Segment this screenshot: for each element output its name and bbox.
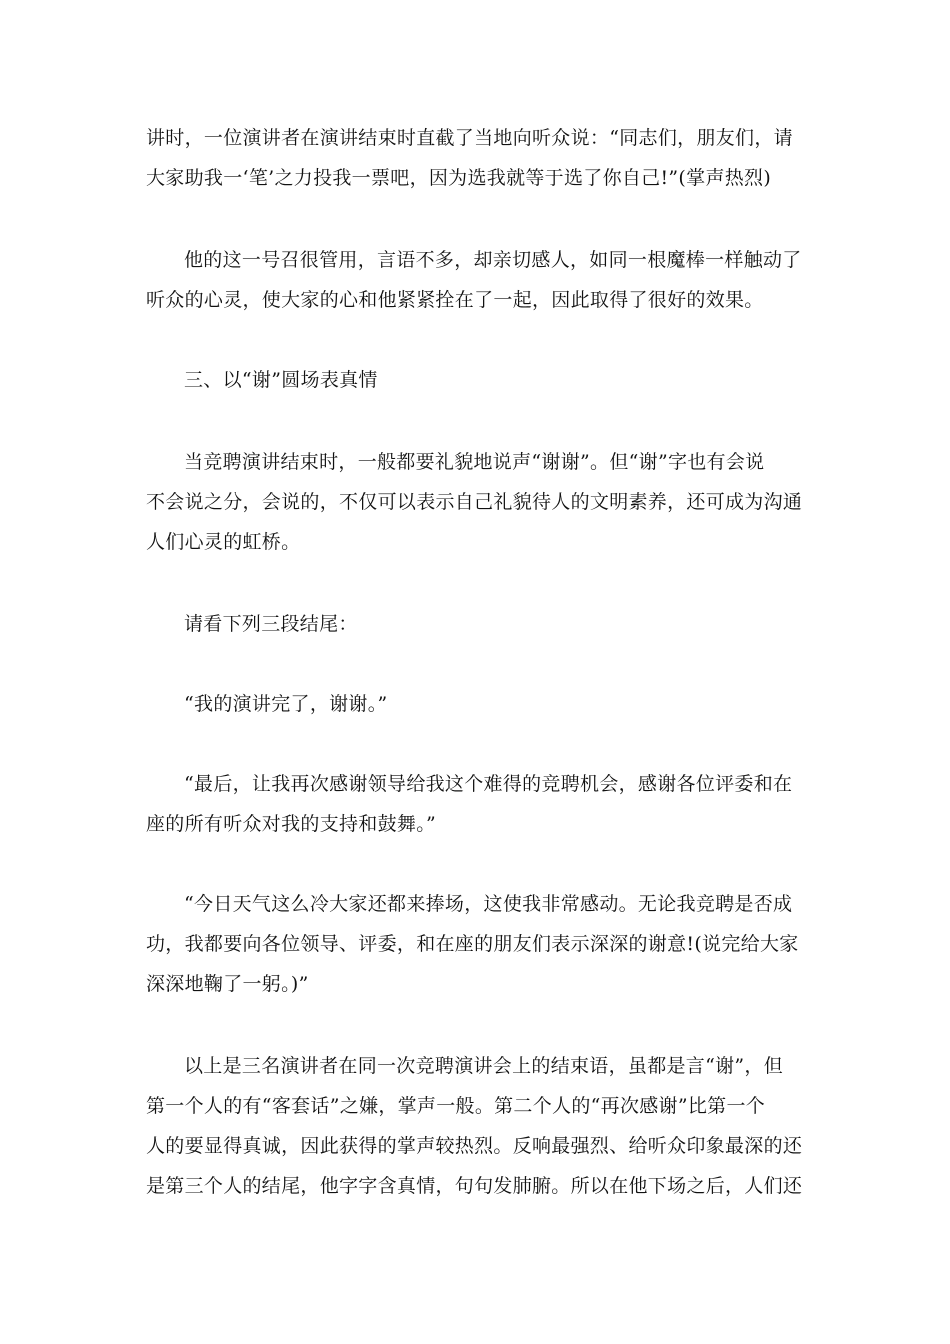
section-heading-text: 三、以“谢”圆场表真情 — [184, 369, 378, 391]
text-line: 当竞聘演讲结束时，一般都要礼貌地说声“谢谢”。但“谢”字也有会说 — [184, 451, 765, 473]
text-line: 他的这一号召很管用，言语不多，却亲切感人，如同一根魔棒一样触动了 — [184, 249, 802, 271]
paragraph-speech-quote — [146, 118, 806, 198]
text-line: 大家助我一‘笔’之力投我一票吧，因为选我就等于选了你自己!”(掌声热烈) — [146, 167, 772, 189]
quote-ending-one — [146, 684, 806, 724]
quote-ending-three — [146, 884, 806, 1004]
quote-ending-two — [146, 764, 806, 844]
text-line: 功，我都要向各位领导、评委，和在座的朋友们表示深深的谢意!(说完给大家 — [146, 933, 799, 955]
text-line: 人的要显得真诚，因此获得的掌声较热烈。反响最强烈、给听众印象最深的还 — [146, 1135, 803, 1157]
text-line: 以上是三名演讲者在同一次竞聘演讲会上的结束语，虽都是言“谢”，但 — [184, 1055, 784, 1077]
text-line: “我的演讲完了，谢谢。” — [184, 693, 388, 715]
text-line: 人们心灵的虹桥。 — [146, 531, 301, 553]
text-line: 讲时，一位演讲者在演讲结束时直截了当地向听众说：“同志们，朋友们，请 — [146, 127, 793, 149]
text-line: 听众的心灵，使大家的心和他紧紧拴在了一起，因此取得了很好的效果。 — [146, 289, 764, 311]
text-line: 不会说之分，会说的，不仅可以表示自己礼貌待人的文明素养，还可成为沟通 — [146, 491, 803, 513]
text-line: 座的所有听众对我的支持和鼓舞。” — [146, 813, 437, 835]
text-line: 是第三个人的结尾，他字字含真情，句句发肺腑。所以在他下场之后，人们还 — [146, 1175, 803, 1197]
text-line: 深深地鞠了一躬。)” — [146, 973, 309, 995]
text-line: 请看下列三段结尾： — [184, 613, 358, 635]
paragraph-commentary — [146, 240, 806, 320]
paragraph-see-below — [146, 604, 806, 644]
section-heading — [146, 360, 806, 400]
text-line: 第一个人的有“客套话”之嫌，掌声一般。第二个人的“再次感谢”比第一个 — [146, 1095, 766, 1117]
paragraph-intro-thanks — [146, 442, 806, 562]
text-line: “今日天气这么冷大家还都来捧场，这使我非常感动。无论我竞聘是否成 — [184, 893, 793, 915]
text-line: “最后，让我再次感谢领导给我这个难得的竞聘机会，感谢各位评委和在 — [184, 773, 793, 795]
paragraph-analysis — [146, 1046, 806, 1206]
